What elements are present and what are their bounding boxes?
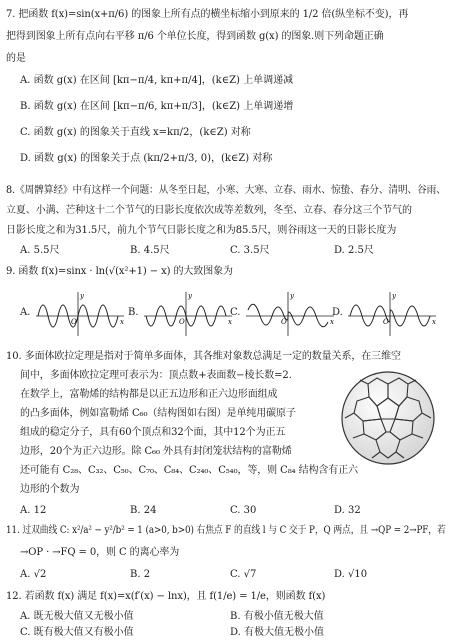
q10-line6: 边形，20个为正六边形。除 C₆₀ 外具有封闭笼状结构的富勒烯 bbox=[20, 446, 292, 457]
q9-graph-a-origin-label: O bbox=[71, 318, 77, 326]
q9-label-c: C. bbox=[230, 307, 241, 318]
q9-graph-d-origin-label: O bbox=[383, 318, 389, 326]
q10-option-c: C. 30 bbox=[230, 505, 257, 516]
q7-option-b: B. 函数 g(x) 在区间 [kπ−π/6, kπ+π/3]，(k∈Z) 上单调递增 bbox=[20, 101, 294, 112]
q9-graph-d bbox=[346, 290, 438, 338]
q12-option-c: C. 既有极大值又有极小值 bbox=[20, 627, 134, 638]
q10-line5: 组成的稳定分子，具有60个顶点和32个面，其中12个为正五 bbox=[20, 427, 286, 438]
q9-graph-b-origin-label: O bbox=[179, 318, 185, 326]
q9-line1: 9. 函数 f(x)=sinx · ln(√(x²+1) − x) 的大致图象为 bbox=[6, 266, 233, 277]
q7-line1: 7. 把函数 f(x)=sin(x+π/6) 的图象上所有点的横坐标缩小到原来的 1/2 倍(纵坐标不变)，再 bbox=[6, 9, 409, 20]
q11-option-d: D. √10 bbox=[334, 569, 368, 580]
q9-label-d: D. bbox=[332, 307, 343, 318]
q8-line3: 日影长度之和为31.5尺，前九个节气日影长度之和为85.5尺，则谷雨这一天的日影长度为 bbox=[6, 225, 397, 236]
q9-graph-b-x-label: x bbox=[228, 318, 232, 326]
q7-option-d: D. 函数 g(x) 的图象关于点 (kπ/2+π/3, 0)，(k∈Z) 对称 bbox=[20, 153, 273, 164]
q11-option-a: A. √2 bbox=[20, 569, 47, 580]
q9-graph-c-origin-label: O bbox=[281, 318, 287, 326]
q9-label-a: A. bbox=[20, 307, 31, 318]
q10-line7: 还可能有 C₂₈、C₃₂、C₅₀、C₇₀、C₈₄、C₂₄₀、C₅₄₀，等，则 C₈₄ 结构含有正六 bbox=[20, 465, 359, 476]
q10-line3: 在数学上，富勒烯的结构都是以正五边形和正六边形面组成 bbox=[20, 389, 278, 400]
q8-line1: 8.《周髀算经》中有这样一个问题：从冬至日起，小寒、大寒、立春、雨水、惊蛰、春分、清明、谷雨、 bbox=[6, 185, 446, 196]
q9-graph-b bbox=[142, 290, 234, 338]
q12-option-a: A. 既无极大值又无极小值 bbox=[20, 611, 134, 622]
q12-option-b: B. 有极小值无极大值 bbox=[230, 611, 324, 622]
q8-option-d: D. 2.5尺 bbox=[334, 245, 374, 256]
q9-graph-a bbox=[34, 290, 126, 338]
q9-graph-d-x-label: x bbox=[432, 318, 436, 326]
q11-line2: →OP · →FQ = 0，则 C 的离心率为 bbox=[20, 547, 180, 558]
q8-option-c: C. 3.5尺 bbox=[230, 245, 270, 256]
q11-line1: 11. 过双曲线 C: x²/a² − y²/b² = 1 (a>0, b>0) 右焦点 F 的直线 l 与 C 交于 P，Q 两点，且 →QP = 2→PF，若 bbox=[6, 525, 446, 536]
q8-line2: 立夏、小满、芒种这十二个节气的日影长度依次成等差数列，冬至、立春、春分这三个节气的 bbox=[6, 205, 412, 216]
q8-option-b: B. 4.5尺 bbox=[130, 245, 170, 256]
q11-option-b: B. 2 bbox=[130, 569, 151, 580]
q10-line1: 10. 多面体欧拉定理是指对于简单多面体，其各维对象数总满足一定的数量关系，在三维空 bbox=[6, 351, 401, 362]
q10-option-b: B. 24 bbox=[130, 505, 157, 516]
fullerene-c60-diagram bbox=[338, 368, 438, 468]
q9-graph-c-y-label: y bbox=[290, 292, 294, 300]
q9-graph-c-x-label: x bbox=[330, 318, 334, 326]
q8-option-a: A. 5.5尺 bbox=[20, 245, 60, 256]
q9-graph-b-y-label: y bbox=[188, 292, 192, 300]
q9-graph-c bbox=[244, 290, 336, 338]
q12-line1: 12. 若函数 f(x) 满足 f(x)=x(f′(x) − lnx)，且 f(1/e) = 1/e，则函数 f(x) bbox=[6, 591, 326, 602]
q10-option-d: D. 32 bbox=[334, 505, 361, 516]
q10-line8: 边形的个数为 bbox=[20, 484, 80, 495]
q11-option-c: C. √7 bbox=[230, 569, 257, 580]
q9-graph-a-y-label: y bbox=[80, 292, 84, 300]
q10-line2: 间中，多面体欧拉定理可表示为：顶点数+表面数−棱长数=2. bbox=[20, 370, 292, 381]
q7-option-a: A. 函数 g(x) 在区间 [kπ−π/4, kπ+π/4]，(k∈Z) 上单调递减 bbox=[20, 75, 294, 86]
q10-option-a: A. 12 bbox=[20, 505, 47, 516]
q9-graph-d-y-label: y bbox=[392, 292, 396, 300]
q7-line2: 把得到图象上所有点向右平移 π/6 个单位长度，得到函数 g(x) 的图象.则下列命题正确 bbox=[6, 31, 384, 42]
q7-option-c: C. 函数 g(x) 的图象关于直线 x=kπ/2，(k∈Z) 对称 bbox=[20, 127, 251, 138]
q7-line3: 的是 bbox=[6, 53, 26, 64]
q12-option-d: D. 有极大值无极小值 bbox=[230, 627, 325, 638]
q9-label-b: B. bbox=[128, 307, 139, 318]
q10-line4: 的凸多面体，例如富勒烯 C₆₀（结构图如右图）是单纯用碳原子 bbox=[20, 408, 296, 419]
q9-graph-a-x-label: x bbox=[120, 318, 124, 326]
